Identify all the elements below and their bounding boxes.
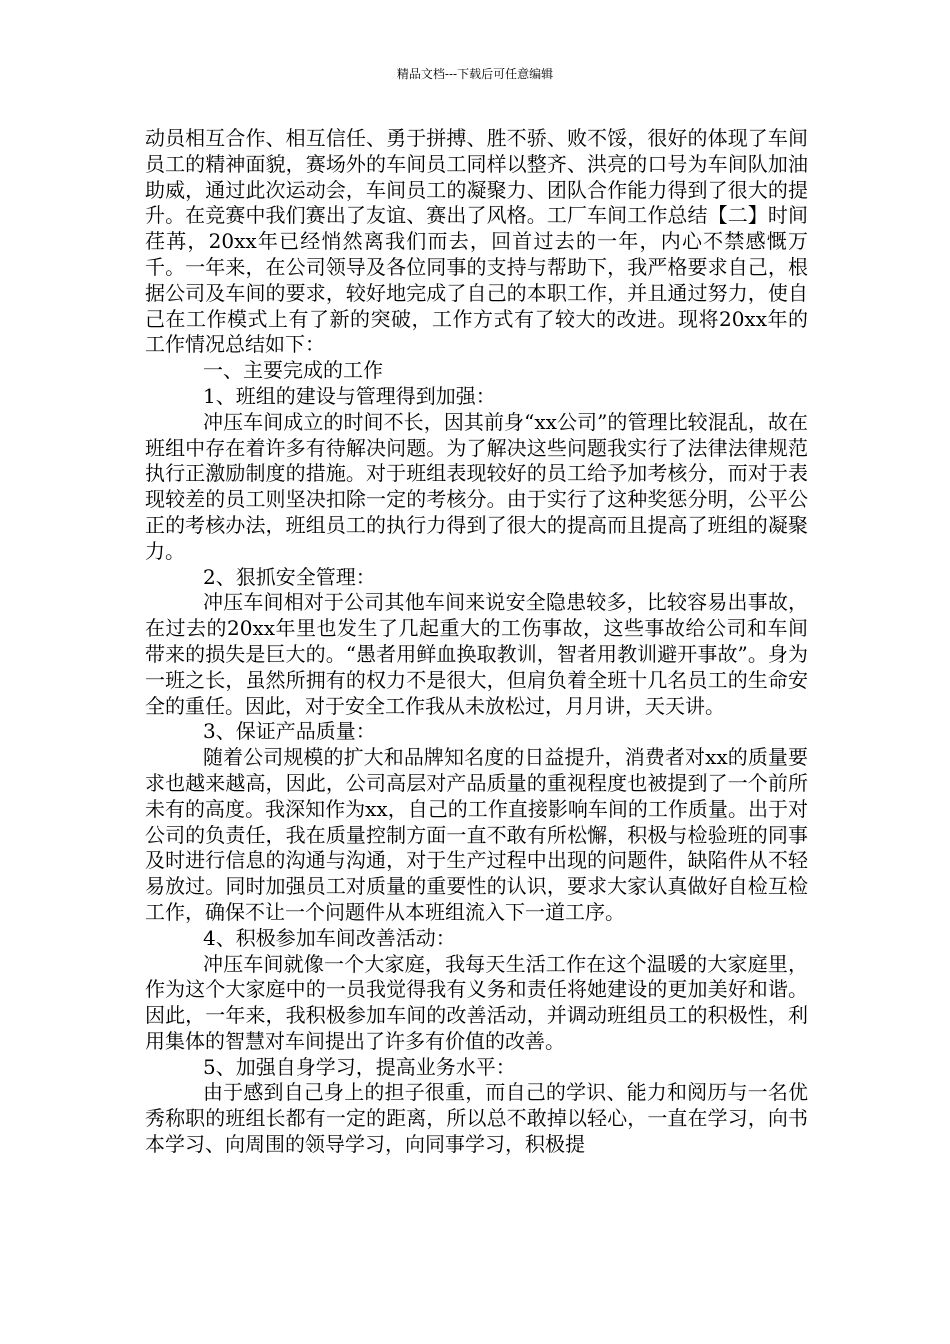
item-body-3: 随着公司规模的扩大和品牌知名度的日益提升，消费者对xx的质量要求也越来越高，因此，公司高层对产品质量的重视程度也被提到了一个前所未有的高度。我深知作为xx，自己的工作直接影响车间的工作质量。出于对公司的负责任，我在质量控制方面一直不敢有所松懈，积极与检验班的同事及时进行信息的沟通与沟通，对于生产过程中出现的问题件，缺陷件从不轻易放过。同时加强员工对质量的重要性的认识，要求大家认真做好自检互检工作，确保不让一个问题件从本班组流入下一道工序。 bbox=[145, 745, 808, 924]
document-body bbox=[145, 126, 808, 1158]
item-heading-5: 5、加强自身学习，提高业务水平： bbox=[203, 1054, 516, 1079]
item-body-1: 冲压车间成立的时间不长，因其前身“xx公司”的管理比较混乱，故在班组中存在着许多有待解决问题。为了解决这些问题我实行了法律法律规范执行正激励制度的措施。对于班组表现较好的员工给予加考核分，而对于表现较差的员工则坚决扣除一定的考核分。由于实行了这种奖惩分明，公平公正的考核办法，班组员工的执行力得到了很大的提高而且提高了班组的凝聚力。 bbox=[145, 409, 808, 563]
item-body-5: 由于感到自己身上的担子很重，而自己的学识、能力和阅历与一名优秀称职的班组长都有一定的距离，所以总不敢掉以轻心，一直在学习，向书本学习、向周围的领导学习，向同事学习，积极提 bbox=[145, 1080, 808, 1157]
item-heading-1: 1、班组的建设与管理得到加强： bbox=[203, 383, 496, 408]
intro-paragraph: 动员相互合作、相互信任、勇于拼搏、胜不骄、败不馁，很好的体现了车间员工的精神面貌，赛场外的车间员工同样以整齐、洪亮的口号为车间队加油助威，通过此次运动会，车间员工的凝聚力、团队合作能力得到了很大的提升。在竞赛中我们赛出了友谊、赛出了风格。工厂车间工作总结【二】时间荏苒，20xx年已经悄然离我们而去，回首过去的一年，内心不禁感慨万千。一年来，在公司领导及各位同事的支持与帮助下，我严格要求自己，根据公司及车间的要求，较好地完成了自己的本职工作，并且通过努力，使自己在工作模式上有了新的突破，工作方式有了较大的改进。现将20xx年的工作情况总结如下： bbox=[145, 126, 808, 357]
item-body-4: 冲压车间就像一个大家庭，我每天生活工作在这个温暖的大家庭里，作为这个大家庭中的一员我觉得我有义务和责任将她建设的更加美好和谐。因此，一年来，我积极参加车间的改善活动，并调动班组员工的积极性，利用集体的智慧对车间提出了许多有价值的改善。 bbox=[145, 951, 808, 1053]
item-body-2: 冲压车间相对于公司其他车间来说安全隐患较多，比较容易出事故，在过去的20xx年里也发生了几起重大的工伤事故，这些事故给公司和车间带来的损失是巨大的。“愚者用鲜血换取教训，智者用教训避开事故”。身为一班之长，虽然所拥有的权力不是很大，但肩负着全班十几名员工的生命安全的重任。因此，对于安全工作我从未放松过，月月讲，天天讲。 bbox=[145, 590, 808, 718]
item-heading-4: 4、积极参加车间改善活动： bbox=[203, 925, 456, 950]
page-header: 精品文档---下载后可任意编辑 bbox=[396, 67, 554, 81]
section-title: 一、主要完成的工作 bbox=[203, 358, 383, 383]
item-heading-2: 2、狠抓安全管理： bbox=[203, 564, 376, 589]
item-heading-3: 3、保证产品质量： bbox=[203, 719, 376, 744]
